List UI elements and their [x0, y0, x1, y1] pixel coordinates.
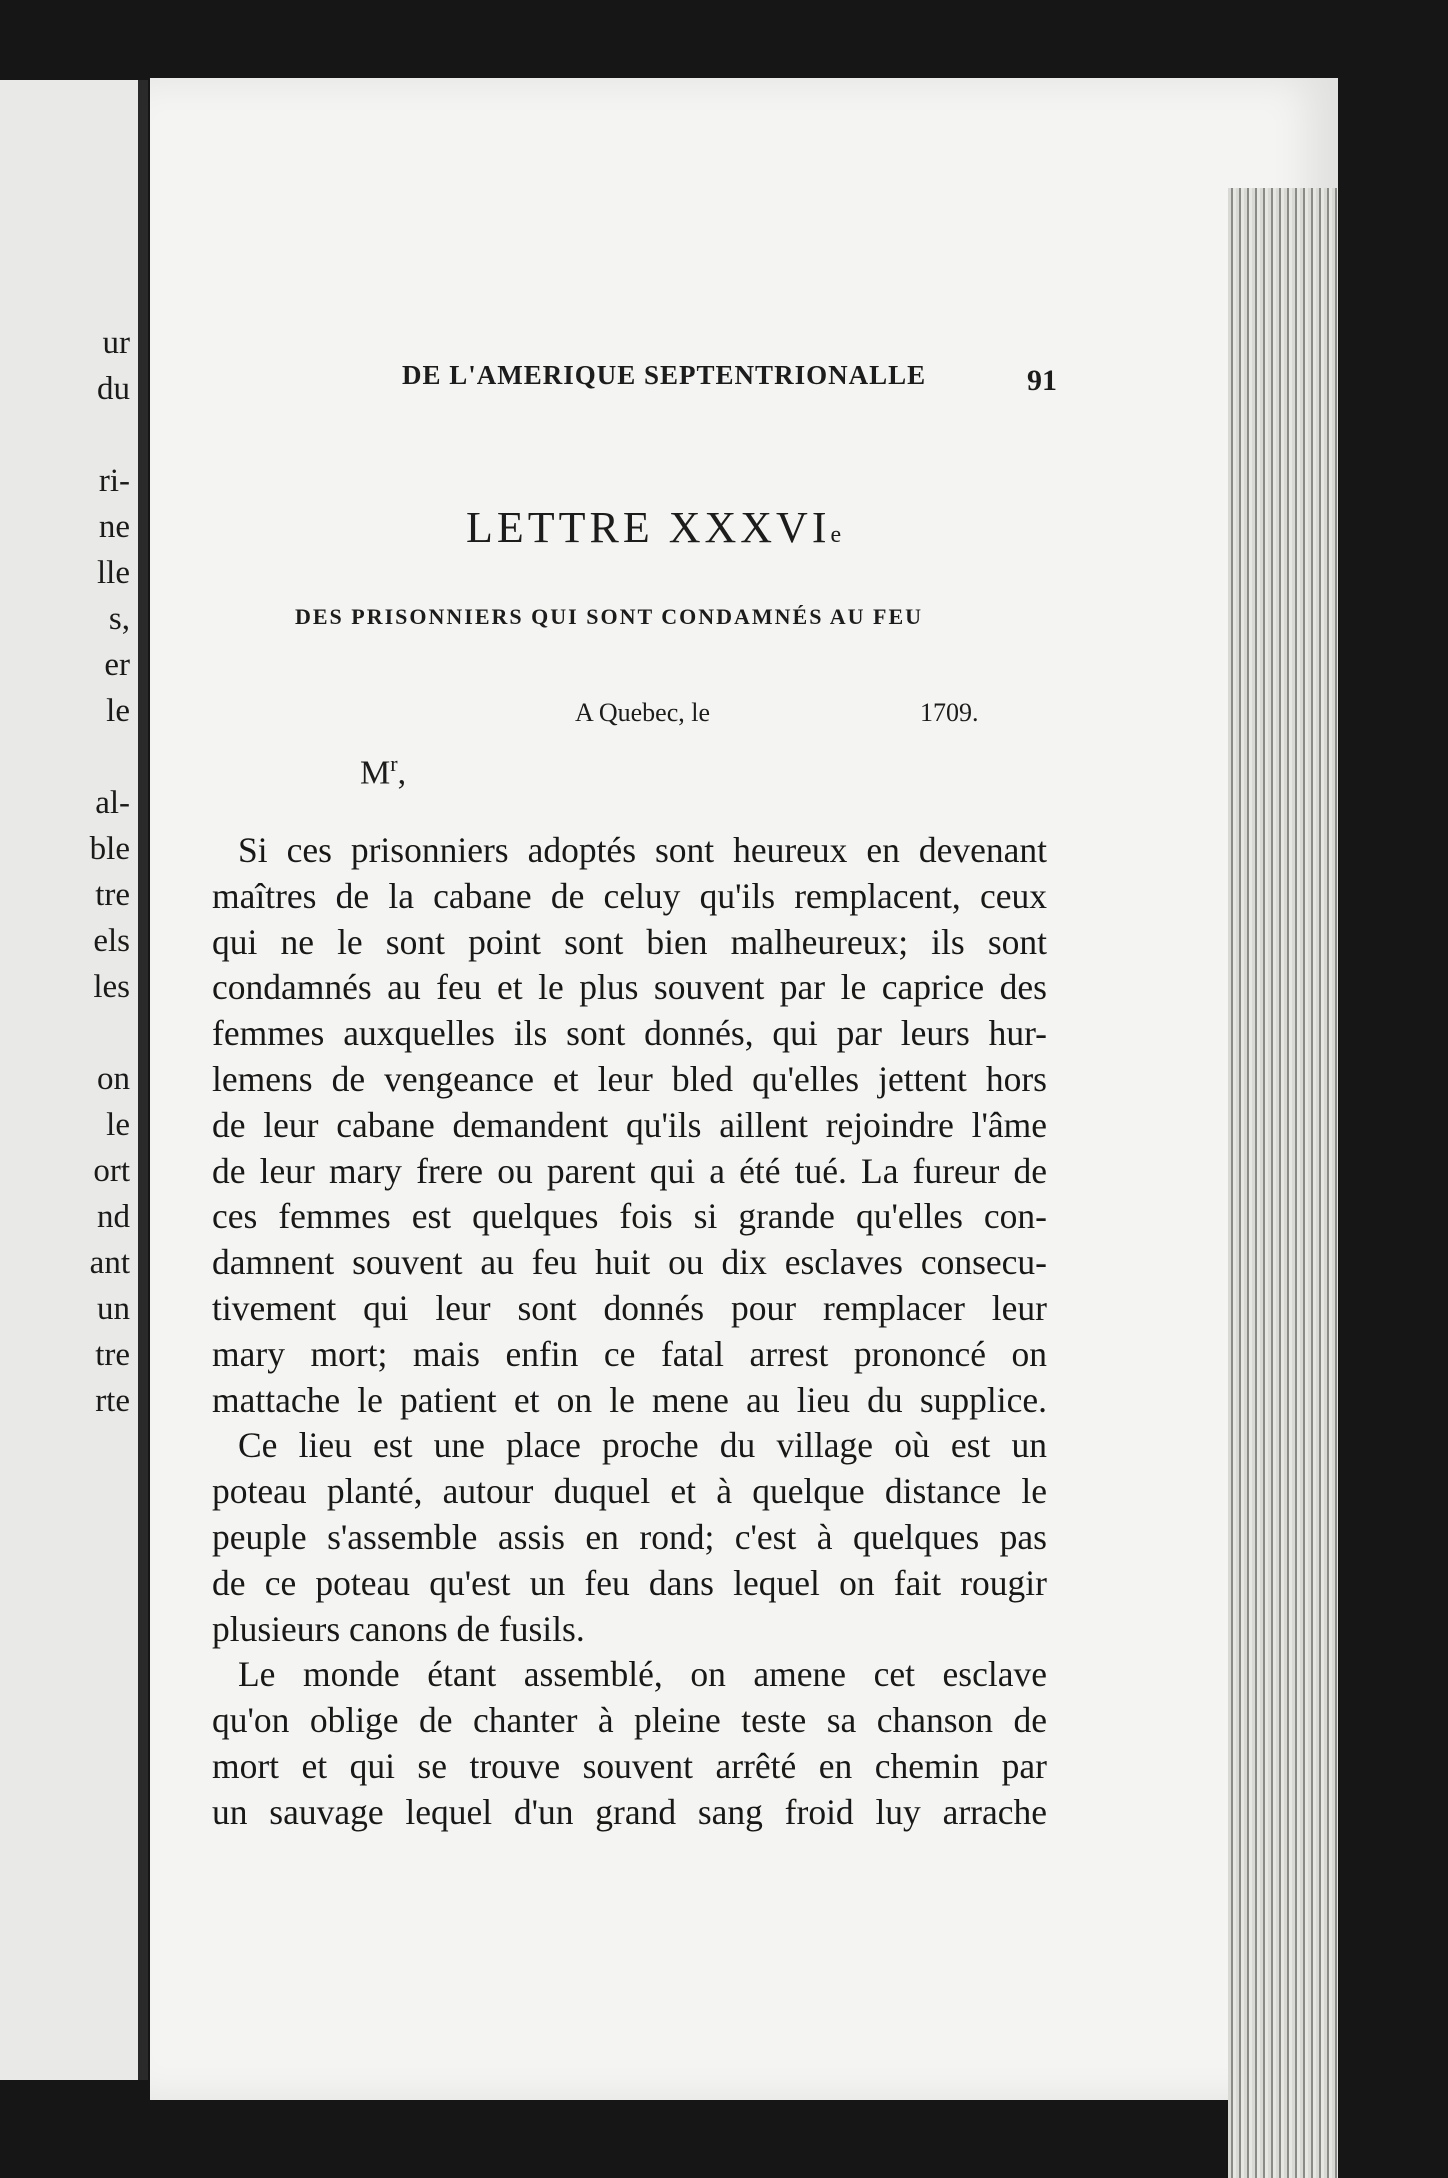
left-fragment: du: [97, 371, 130, 407]
page-number: 91: [1027, 364, 1057, 397]
salutation-text: M: [360, 754, 391, 792]
left-fragment: nd: [97, 1199, 130, 1235]
text-line: Le monde étant assemblé, on amene cet esclave: [238, 1654, 1047, 1695]
text-line: Ce lieu est une place proche du village où est un: [238, 1425, 1047, 1466]
text-line: de ce poteau qu'est un feu dans lequel on fait rougir: [212, 1562, 1047, 1603]
left-fragment: ur: [102, 325, 130, 361]
text-line: de leur mary frere ou parent qui a été tué. La fureur de: [212, 1150, 1047, 1191]
left-fragment: ne: [98, 509, 130, 545]
left-page-edge: [0, 80, 148, 2080]
text-line: plusieurs canons de fusils.: [212, 1608, 585, 1649]
left-page-fragments: [90, 320, 130, 1424]
letter-subtitle: DES PRISONNIERS QUI SONT CONDAMNÉS AU FEU: [295, 604, 924, 629]
text-line: ces femmes est quelques fois si grande qu'elles con-: [212, 1196, 1047, 1237]
left-fragment: tre: [95, 877, 130, 913]
text-line: mary mort; mais enfin ce fatal arrest prononcé on: [212, 1333, 1047, 1374]
text-line: femmes auxquelles ils sont donnés, qui par leurs hur-: [212, 1013, 1047, 1054]
left-fragment: tre: [95, 1337, 130, 1373]
left-fragment: un: [97, 1291, 130, 1327]
text-line: qui ne le sont point sont bien malheureux; ils sont: [212, 921, 1047, 962]
text-line: un sauvage lequel d'un grand sang froid luy arrache: [212, 1791, 1047, 1832]
left-fragment: rte: [95, 1383, 130, 1419]
text-line: mattache le patient et on le mene au lieu du supplice.: [212, 1379, 1047, 1420]
salutation-suffix: r: [390, 751, 398, 776]
left-fragment: le: [106, 693, 130, 729]
left-fragment: ri-: [98, 463, 130, 499]
left-fragment: ort: [93, 1153, 130, 1189]
running-title: DE L'AMERIQUE SEPTENTRIONALLE: [402, 360, 927, 390]
text-line: de leur cabane demandent qu'ils aillent rejoindre l'âme: [212, 1104, 1047, 1145]
left-fragment: le: [106, 1107, 130, 1143]
text-line: qu'on oblige de chanter à pleine teste sa chanson de: [212, 1700, 1047, 1741]
letter-title-suffix: e: [830, 522, 842, 548]
left-fragment-gap: [90, 412, 130, 458]
left-fragment: s,: [108, 601, 130, 637]
text-line: maîtres de la cabane de celuy qu'ils remplacent, ceux: [212, 875, 1047, 916]
left-fragment: al-: [95, 785, 130, 821]
left-fragment: els: [93, 923, 130, 959]
salutation-punct: ,: [397, 754, 407, 792]
dateline-year: 1709.: [920, 698, 979, 727]
left-fragment: ble: [89, 831, 130, 867]
left-fragment-gap: [90, 1010, 130, 1056]
left-fragment: les: [93, 969, 130, 1005]
dateline-place: A Quebec, le: [575, 698, 711, 727]
text-line: poteau planté, autour duquel et à quelque distance le: [212, 1471, 1047, 1512]
text-line: peuple s'assemble assis en rond; c'est à quelques pas: [212, 1516, 1047, 1557]
left-fragment: lle: [97, 555, 130, 591]
salutation: [360, 751, 406, 792]
book-page: [150, 78, 1338, 2100]
text-line: mort et qui se trouve souvent arrêté en chemin par: [212, 1745, 1047, 1786]
letter-title-text: LETTRE XXXVI: [466, 503, 831, 552]
text-line: Si ces prisonniers adoptés sont heureux en devenant: [238, 830, 1047, 870]
text-line: lemens de vengeance et leur bled qu'elles jettent hors: [212, 1058, 1047, 1099]
left-fragment: on: [97, 1061, 130, 1097]
left-fragment: er: [104, 647, 130, 683]
page-edges: [1228, 188, 1338, 2178]
text-line: condamnés au feu et le plus souvent par le caprice des: [212, 967, 1047, 1008]
text-line: damnent souvent au feu huit ou dix esclaves consecu-: [212, 1242, 1047, 1283]
letter-title: [466, 502, 841, 553]
text-line: tivement qui leur sont donnés pour remplacer leur: [212, 1287, 1047, 1328]
left-fragment: ant: [89, 1245, 130, 1281]
body-text: [212, 828, 1047, 1836]
left-fragment-gap: [90, 734, 130, 780]
dateline: [150, 698, 980, 738]
